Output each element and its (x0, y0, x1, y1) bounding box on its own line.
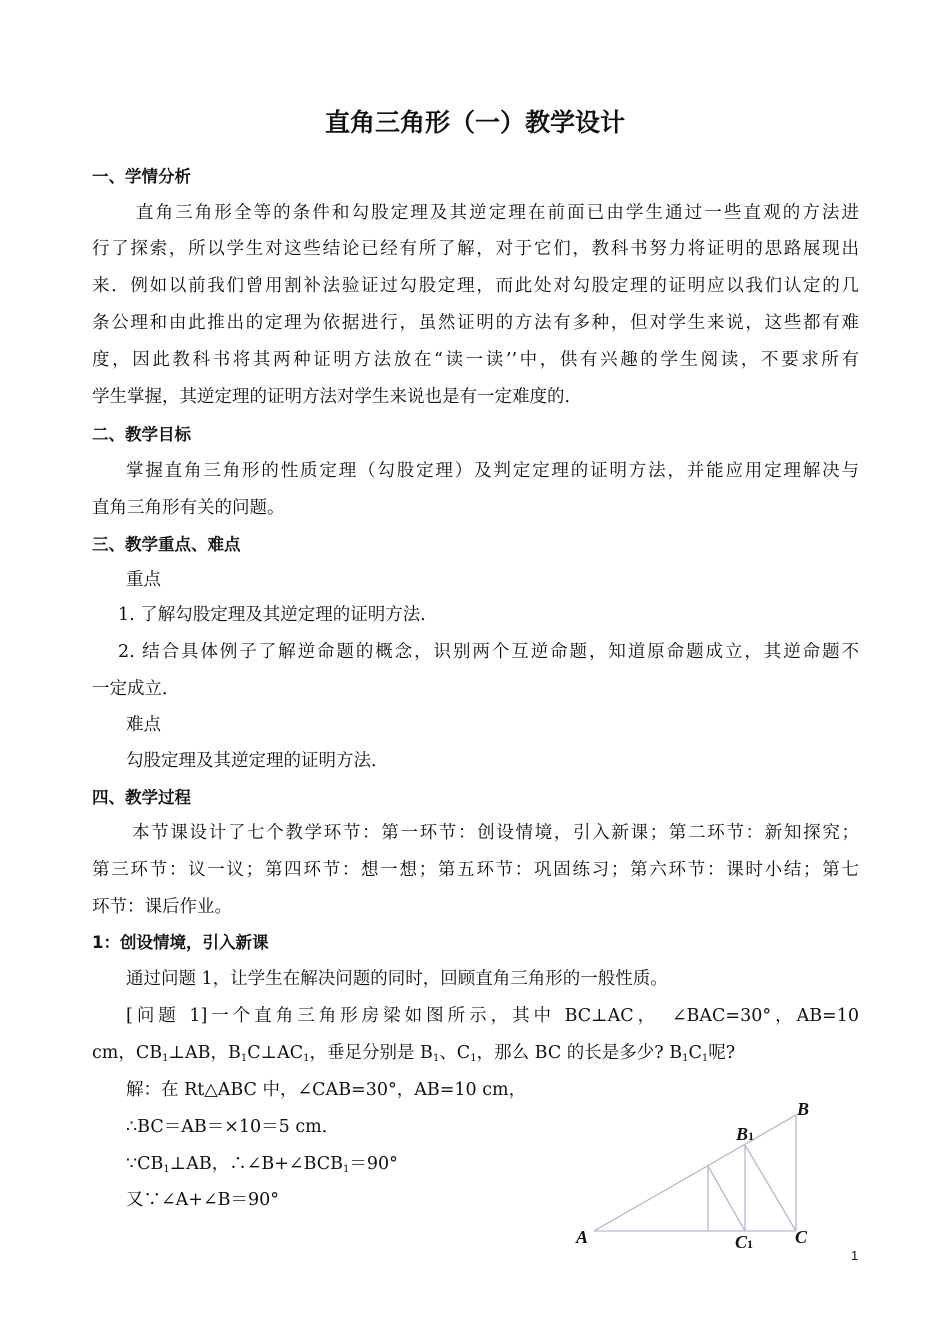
solution-line: 又∵∠A+∠B＝90° (126, 1190, 280, 1210)
problem-statement: [问题 1]一个直角三角形房梁如图所示，其中 BC⊥AC， ∠BAC=30°，AB=10 (126, 1006, 859, 1026)
section-heading-scenario: 1：创设情境，引入新课 (92, 933, 269, 952)
paragraph-line: 环节：课后作业。 (92, 897, 232, 917)
paragraph-line: 度，因此教科书将其两种证明方法放在“读一读’’中，供有兴趣的学生阅读，不要求所有 (92, 350, 859, 370)
segment-c1b2 (708, 1166, 745, 1231)
paragraph-line: 通过问题 1，让学生在解决问题的同时，回顾直角三角形的一般性质。 (126, 969, 668, 989)
segment-ab (594, 1115, 796, 1231)
difficult-points-label: 难点 (126, 715, 161, 735)
paragraph-line: 条公理和由此推出的定理为依据进行，虽然证明的方法有多种，但对学生来说，这些都有难 (92, 313, 859, 333)
solution-line: $\because CB_1\perp AB$，$\therefore\angle B+\angle BCB_1=90^\circ$ (126, 1154, 398, 1175)
page-number: 1 (851, 1248, 859, 1263)
vertex-label-b: B (797, 1099, 810, 1119)
page-title: 直角三角形（一）教学设计 (324, 108, 625, 137)
vertex-label-c1: C1 (735, 1232, 754, 1252)
vertex-label-c: C (795, 1227, 808, 1247)
difficult-point-item: 勾股定理及其逆定理的证明方法． (126, 751, 389, 771)
section-heading-teaching-process: 四、教学过程 (92, 788, 191, 807)
key-point-item: 1. 了解勾股定理及其逆定理的证明方法． (118, 605, 438, 625)
triangle-figure (580, 1100, 820, 1260)
section-heading-learning-analysis: 一、学情分析 (92, 167, 191, 186)
paragraph-line: 直角三角形全等的条件和勾股定理及其逆定理在前面已由学生通过一些直观的方法进 (136, 203, 859, 223)
paragraph-line: 行了探索，所以学生对这些结论已经有所了解，对于它们，教科书努力将证明的思路展现出 (92, 239, 859, 259)
key-points-label: 重点 (126, 570, 161, 590)
section-heading-key-points: 三、教学重点、难点 (92, 535, 241, 554)
paragraph-line: 本节课设计了七个教学环节：第一环节：创设情境，引入新课；第二环节：新知探究； (132, 823, 859, 843)
segment-cb1 (745, 1145, 796, 1231)
vertex-label-a: A (576, 1227, 589, 1247)
section-heading-teaching-goals: 二、教学目标 (92, 425, 191, 444)
vertex-label-b1: B1 (736, 1124, 755, 1144)
key-point-item-continued: 一定成立． (92, 679, 180, 699)
paragraph-line: 来．例如以前我们曾用割补法验证过勾股定理，而此处对勾股定理的证明应以我们认定的几 (92, 276, 859, 296)
paragraph-line: 学生掌握，其逆定理的证明方法对学生来说也是有一定难度的． (92, 387, 582, 407)
paragraph-line: 掌握直角三角形的性质定理（勾股定理）及判定定理的证明方法，并能应用定理解决与 (126, 461, 859, 481)
key-point-item: 2. 结合具体例子了解逆命题的概念，识别两个互逆命题，知道原命题成立，其逆命题不 (118, 642, 859, 662)
problem-statement-continued: cm，$CB_1\perp AB$，$B_1C\perp AC_1$，垂足分别是 $B_1$、$C_1$，那么 BC 的长是多少? $B_1C_1$呢? (92, 1043, 736, 1064)
paragraph-line: 第三环节：议一议；第四环节：想一想；第五环节：巩固练习；第六环节：课时小结；第七 (92, 860, 859, 880)
paragraph-line: 直角三角形有关的问题。 (92, 498, 285, 518)
solution-line: ∴BC＝AB＝×10＝5 cm． (126, 1117, 340, 1137)
solution-line: 解：在 Rt△ABC 中，∠CAB=30°，AB=10 cm， (126, 1080, 527, 1100)
